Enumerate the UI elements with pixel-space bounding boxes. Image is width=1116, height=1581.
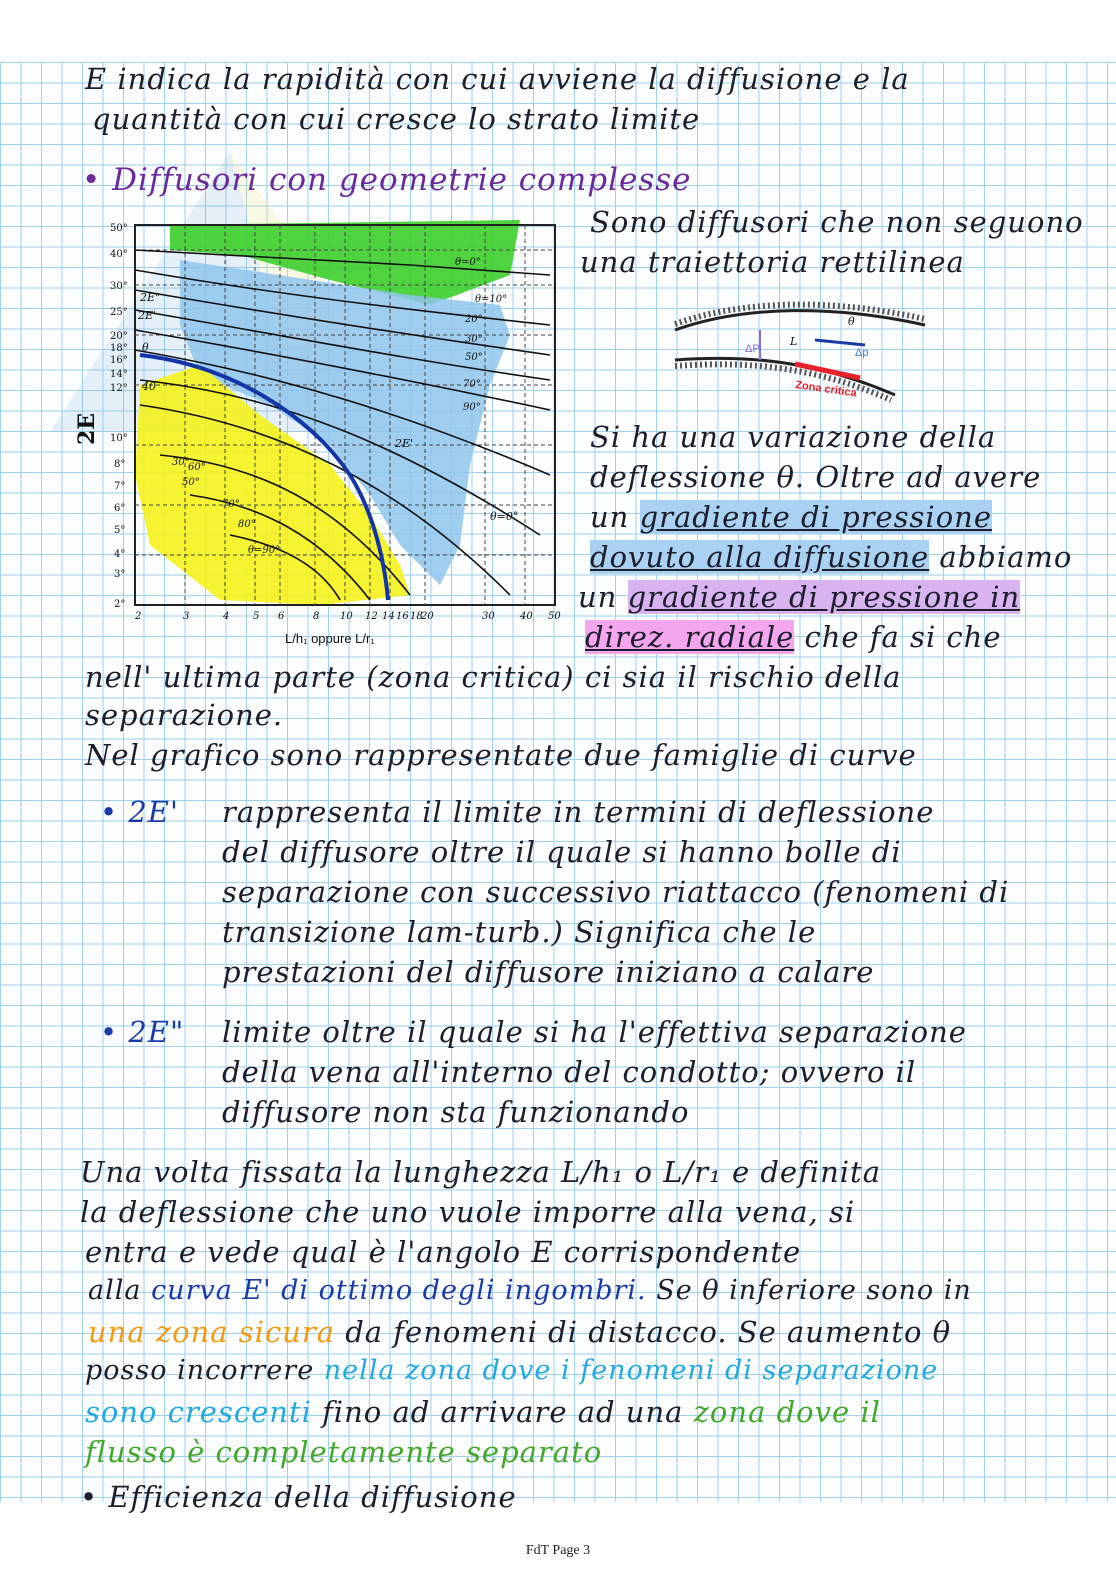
curve-label: 70°: [222, 499, 240, 510]
y-tick: 10°: [110, 433, 128, 444]
x-tick: 14: [382, 611, 395, 622]
x-tick: 10: [340, 611, 353, 622]
x-tick: 6: [278, 611, 285, 622]
y-tick: 5°: [114, 525, 126, 536]
curve-label: 50°: [182, 477, 200, 488]
text-fragment: un: [578, 580, 618, 614]
y-tick: 3°: [114, 569, 126, 580]
text-line: della vena all'interno del condotto; ovvero il: [222, 1055, 917, 1089]
highlight-separated-zone: zona dove il: [693, 1395, 881, 1429]
text-line-cut: • Efficienza della diffusione: [80, 1480, 517, 1514]
curve-label: θ=90°: [248, 545, 281, 556]
text-line: flusso è completamente separato: [85, 1435, 603, 1469]
x-tick: 18: [410, 611, 423, 622]
text-line: nell' ultima parte (zona critica) ci sia il rischio della: [85, 660, 902, 694]
duct-top-hatch: [675, 305, 925, 324]
annotation: 40: [142, 380, 156, 393]
x-tick: 4: [223, 611, 230, 622]
highlight-radial-gradient: gradiente di pressione in: [627, 580, 1021, 614]
curve-label: 30°: [465, 334, 483, 345]
y-tick: 16°: [110, 355, 128, 366]
x-axis-label: L/h₁ oppure L/r₁: [285, 631, 375, 646]
dp-label-right: Δp: [855, 347, 869, 359]
pressure-arrow-left: [815, 340, 865, 345]
text-line: transizione lam-turb.) Significa che le: [222, 915, 817, 949]
text-line: Si ha una variazione della: [590, 420, 997, 454]
text-fragment: un: [590, 500, 630, 534]
curve-label: 70°: [463, 379, 481, 390]
x-tick: 12: [365, 611, 378, 622]
curve-label: θ=0°: [455, 257, 481, 268]
dp-label-left: ΔP: [745, 343, 760, 355]
text-fragment: che fa si che: [804, 620, 1002, 654]
bullet-tag: • 2E': [100, 795, 179, 829]
curved-diffuser-diagram: [665, 300, 945, 400]
critical-zone-label: Zona critica: [794, 379, 858, 400]
diffuser-chart: [74, 215, 580, 655]
x-tick: 5: [253, 611, 260, 622]
text-line: limite oltre il quale si ha l'effettiva separazione: [222, 1015, 967, 1049]
text-line: [590, 540, 1072, 574]
annotation: 2E': [395, 437, 414, 450]
curve-label: 20°: [465, 314, 483, 325]
y-axis-label: 2E: [74, 412, 100, 445]
text-line: diffusore non sta funzionando: [222, 1095, 690, 1129]
y-tick: 7°: [114, 481, 126, 492]
text-line: separazione con successivo riattacco (fenomeni di: [222, 875, 1010, 909]
text-line: una traiettoria rettilinea: [580, 245, 965, 279]
text-fragment: alla: [88, 1275, 142, 1306]
bullet-tag: • 2E": [100, 1015, 185, 1049]
text-fragment: fino ad arrivare ad una: [322, 1395, 684, 1429]
curve-label: 80°: [238, 519, 256, 530]
text-line: entra e vede qual è l'angolo E corrispondente: [85, 1235, 802, 1269]
text-line: [590, 500, 992, 534]
section-heading: • Diffusori con geometrie complesse: [82, 162, 692, 198]
highlight-optimum-curve: curva E' di ottimo degli ingombri.: [151, 1275, 647, 1306]
highlight-diffusion: dovuto alla diffusione: [590, 540, 930, 574]
x-tick: 8: [313, 611, 320, 622]
curve-label: 30°: [172, 457, 190, 468]
annotation: 2E": [140, 291, 161, 304]
y-tick: 40°: [110, 249, 128, 260]
curve-label: 50°: [465, 352, 483, 363]
text-line: prestazioni del diffusore iniziano a calare: [222, 955, 875, 989]
text-line: [88, 1275, 972, 1306]
text-fragment: da fenomeni di distacco. Se aumento θ: [345, 1315, 952, 1349]
text-line: E indica la rapidità con cui avviene la diffusione e la: [85, 62, 910, 96]
text-line: [85, 1355, 938, 1386]
x-tick: 20: [421, 611, 434, 622]
text-line: deflessione θ. Oltre ad avere: [590, 460, 1042, 494]
x-tick: 16: [396, 611, 409, 622]
text-line: [85, 1395, 881, 1429]
text-line: rappresenta il limite in termini di deflessione: [222, 795, 935, 829]
text-line: Una volta fissata la lunghezza L/h₁ o L/r₁ e definita: [80, 1155, 881, 1189]
text-line: Sono diffusori che non seguono: [590, 205, 1084, 239]
y-tick: 30°: [110, 281, 128, 292]
y-tick: 2°: [114, 599, 126, 610]
text-line: [585, 620, 1002, 654]
page-footer: FdT Page 3: [525, 1543, 591, 1558]
y-tick: 6°: [114, 503, 126, 514]
theta-label: θ: [848, 315, 855, 328]
text-line: [578, 580, 1020, 614]
curve-label: θ=10°: [475, 294, 508, 305]
text-line: [88, 1315, 951, 1349]
y-tick-labels: [110, 223, 128, 610]
text-line: quantità con cui cresce lo strato limite: [92, 102, 701, 136]
annotation: θ=0°: [490, 510, 519, 523]
highlight-pressure-gradient: gradiente di pressione: [639, 500, 992, 534]
curve-label: 60°: [188, 462, 206, 473]
text-line: la deflessione che uno vuole imporre alla vena, si: [80, 1195, 856, 1229]
x-tick: 3: [183, 611, 190, 622]
highlight-separation-zone: nella zona dove i fenomeni di separazione: [323, 1355, 939, 1386]
y-tick: 14°: [110, 369, 128, 380]
x-tick: 2: [135, 611, 142, 622]
x-tick: 50: [548, 611, 561, 622]
y-tick: 25°: [110, 307, 128, 318]
text-fragment: abbiamo: [939, 540, 1073, 574]
y-tick: 18°: [110, 343, 128, 354]
annotation: θ: [142, 341, 149, 354]
x-tick: 40: [520, 611, 533, 622]
y-tick: 4°: [114, 549, 126, 560]
text-line: Nel grafico sono rappresentate due famiglie di curve: [85, 738, 917, 772]
y-tick: 12°: [110, 383, 128, 394]
l-label: L: [790, 335, 798, 348]
text-fragment: Se θ inferiore sono in: [656, 1275, 972, 1306]
y-tick: 50°: [110, 223, 128, 234]
highlight-increasing: sono crescenti: [85, 1395, 312, 1429]
highlight-radial-direction: direz. radiale: [585, 620, 795, 654]
text-fragment: posso incorrere: [85, 1355, 315, 1386]
y-tick: 8°: [114, 459, 126, 470]
highlight-safe-zone: una zona sicura: [88, 1315, 336, 1349]
text-line: del diffusore oltre il quale si hanno bolle di: [222, 835, 902, 869]
text-line: separazione.: [85, 698, 284, 732]
annotation: 2E': [138, 309, 157, 322]
x-tick: 30: [482, 611, 495, 622]
x-tick-labels: [134, 611, 561, 622]
curve-label: 90°: [463, 402, 481, 413]
y-tick: 20°: [110, 331, 128, 342]
